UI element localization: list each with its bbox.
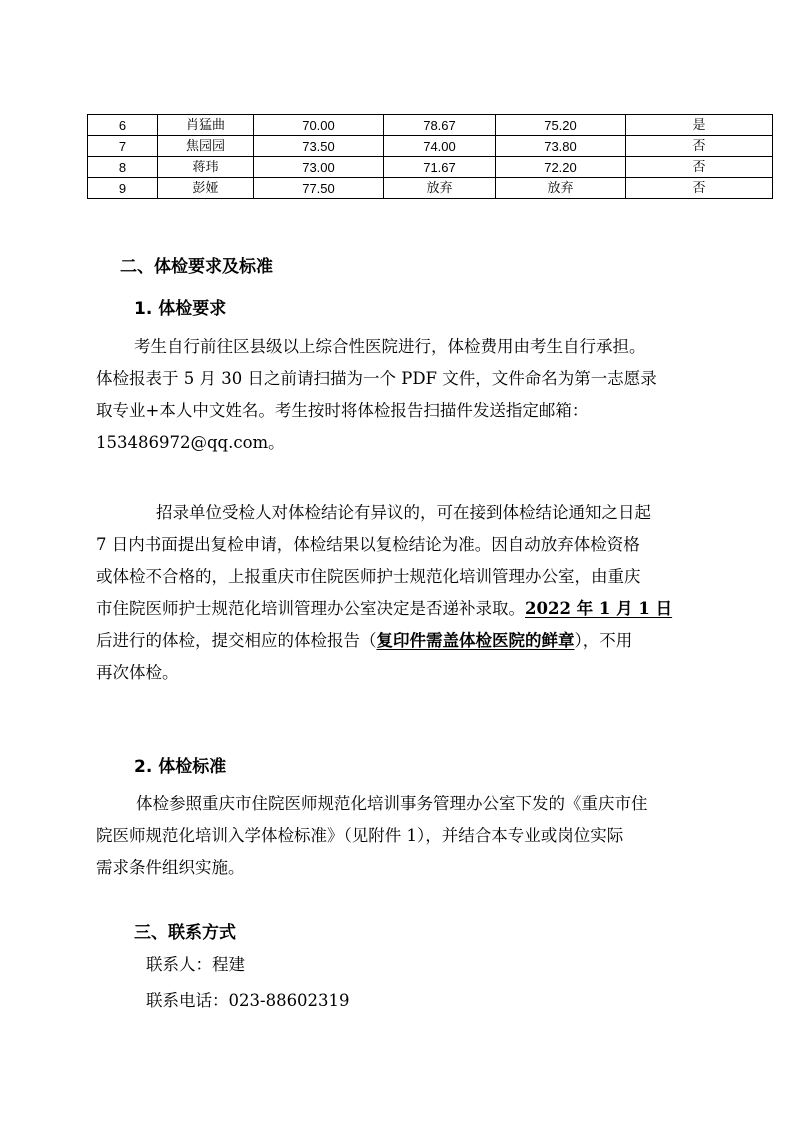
table-cell: 71.67 [384,157,496,178]
exam-requirements-paragraph [96,331,708,459]
text-line: 考生自行前往区县级以上综合性医院进行，体检费用由考生自行承担。 [134,337,646,356]
table-row [88,157,773,178]
table-cell: 彭娅 [158,178,254,199]
score-table-body [88,115,773,199]
table-cell: 70.00 [254,115,384,136]
table-cell: 放弃 [496,178,626,199]
table-cell: 8 [88,157,158,178]
table-cell: 是 [626,115,773,136]
table-cell: 否 [626,136,773,157]
table-row [88,136,773,157]
recheck-paragraph [96,497,708,689]
text-line: 需求条件组织实施。 [96,858,245,877]
section2-sub2-heading: 2. 体检标准 [134,757,227,777]
exam-standard-paragraph [96,788,708,884]
text-line: 体检报表于 5 月 30 日之前请扫描为一个 PDF 文件，文件命名为第一志愿录 [96,369,657,388]
text-line: 取专业+本人中文姓名。考生按时将体检报告扫描件发送指定邮箱： [96,401,589,420]
table-cell: 放弃 [384,178,496,199]
table-cell: 73.00 [254,157,384,178]
table-cell: 6 [88,115,158,136]
text-line: 或体检不合格的，上报重庆市住院医师护士规范化培训管理办公室，由重庆 [96,567,641,586]
table-cell: 焦园园 [158,136,254,157]
table-cell: 9 [88,178,158,199]
table-cell: 蒋玮 [158,157,254,178]
table-cell: 77.50 [254,178,384,199]
text-line: 院医师规范化培训入学体检标准》（见附件 1），并结合本专业或岗位实际 [96,826,624,845]
contact-person: 联系人：程建 [146,955,245,974]
table-row [88,115,773,136]
text-segment: ），不用 [574,631,633,650]
contact-phone: 联系电话：023-88602319 [146,991,350,1010]
table-cell: 74.00 [384,136,496,157]
stamp-emphasis: 复印件需盖体检医院的鲜章 [376,631,575,650]
score-table [87,114,773,199]
email-line: 153486972@qq.com。 [96,433,285,452]
table-row [88,178,773,199]
table-cell: 78.67 [384,115,496,136]
table-cell: 肖猛曲 [158,115,254,136]
section2-sub1-heading: 1. 体检要求 [134,299,227,319]
text-line: 再次体检。 [96,663,179,682]
text-segment: 市住院医师护士规范化培训管理办公室决定是否递补录取。 [96,599,525,618]
section2-heading: 二、体检要求及标准 [120,257,273,277]
text-line: 体检参照重庆市住院医师规范化培训事务管理办公室下发的《重庆市住 [136,794,648,813]
table-cell: 72.20 [496,157,626,178]
text-line [96,625,708,657]
section3-heading: 三、联系方式 [134,923,236,943]
table-cell: 73.50 [254,136,384,157]
table-cell: 否 [626,178,773,199]
text-line: 7 日内书面提出复检申请，体检结果以复检结论为准。因自动放弃体检资格 [96,535,640,554]
text-segment: 后进行的体检，提交相应的体检报告（ [96,631,377,650]
table-cell: 否 [626,157,773,178]
table-cell: 75.20 [496,115,626,136]
table-cell: 7 [88,136,158,157]
text-line [96,593,708,625]
text-line: 招录单位受检人对体检结论有异议的，可在接到体检结论通知之日起 [156,503,651,522]
date-emphasis: 2022 年 1 月 1 日 [525,599,673,618]
table-cell: 73.80 [496,136,626,157]
